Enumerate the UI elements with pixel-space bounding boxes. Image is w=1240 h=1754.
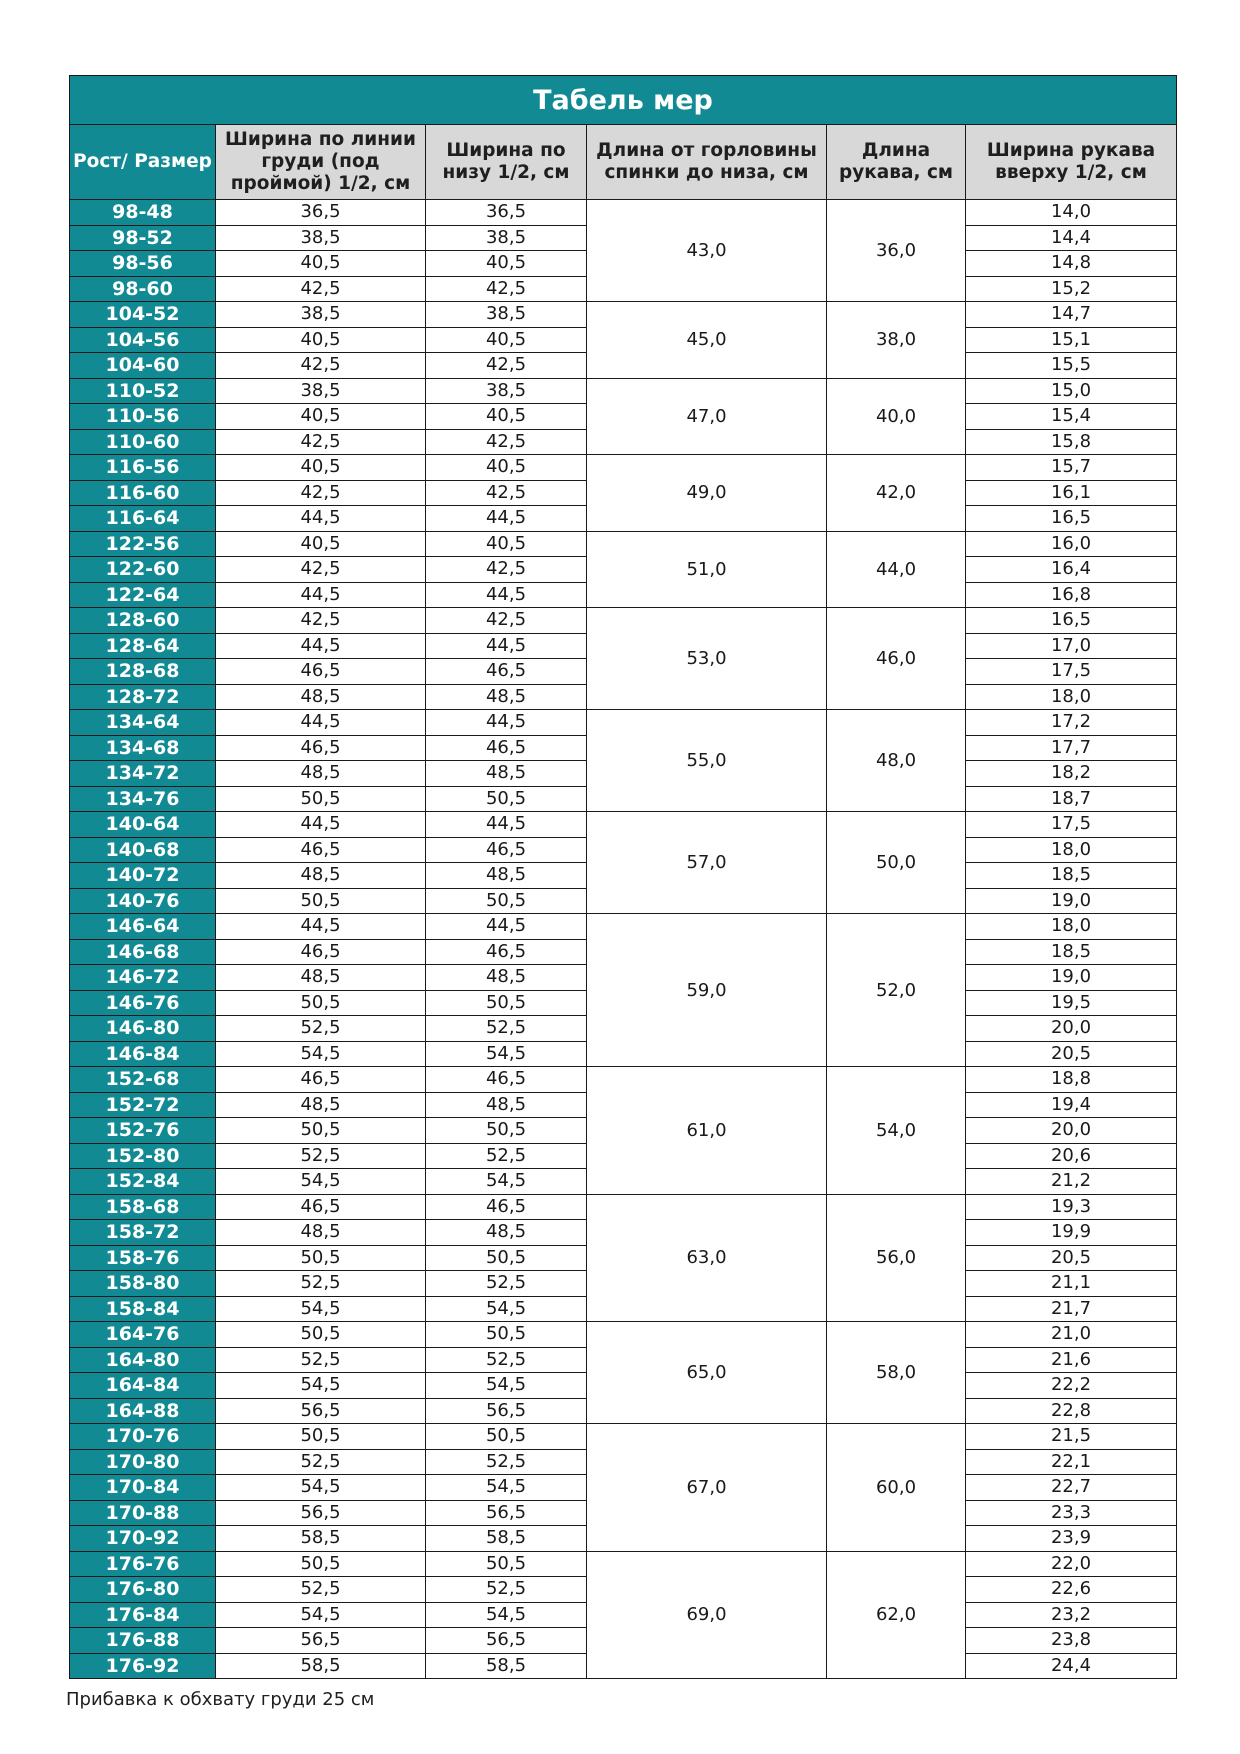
sleeve-top-width-cell: 20,0 — [966, 1118, 1177, 1144]
bottom-width-cell: 48,5 — [426, 761, 587, 787]
table-row — [70, 378, 1177, 404]
bottom-width-cell: 48,5 — [426, 1092, 587, 1118]
size-cell: 146-76 — [70, 990, 216, 1016]
size-cell: 158-72 — [70, 1220, 216, 1246]
size-cell: 176-92 — [70, 1653, 216, 1679]
size-cell: 140-76 — [70, 888, 216, 914]
sleeve-length-cell: 46,0 — [827, 608, 966, 710]
chest-width-cell: 42,5 — [216, 608, 426, 634]
chest-width-cell: 38,5 — [216, 225, 426, 251]
size-cell: 146-64 — [70, 914, 216, 940]
sleeve-top-width-cell: 20,6 — [966, 1143, 1177, 1169]
bottom-width-cell: 50,5 — [426, 1322, 587, 1348]
sleeve-top-width-cell: 14,8 — [966, 251, 1177, 277]
sleeve-top-width-cell: 16,0 — [966, 531, 1177, 557]
chest-width-cell: 42,5 — [216, 429, 426, 455]
bottom-width-cell: 48,5 — [426, 863, 587, 889]
sleeve-length-cell: 50,0 — [827, 812, 966, 914]
table-row — [70, 1194, 1177, 1220]
size-chart — [69, 75, 1176, 1679]
table-row — [70, 1322, 1177, 1348]
bottom-width-cell: 42,5 — [426, 353, 587, 379]
chest-width-cell: 52,5 — [216, 1271, 426, 1297]
size-cell: 110-60 — [70, 429, 216, 455]
sleeve-top-width-cell: 22,8 — [966, 1398, 1177, 1424]
chest-width-cell: 46,5 — [216, 735, 426, 761]
chest-width-cell: 42,5 — [216, 557, 426, 583]
sleeve-top-width-cell: 18,5 — [966, 939, 1177, 965]
bottom-width-cell: 52,5 — [426, 1449, 587, 1475]
bottom-width-cell: 48,5 — [426, 965, 587, 991]
size-cell: 116-64 — [70, 506, 216, 532]
size-cell: 128-64 — [70, 633, 216, 659]
header-size — [70, 125, 216, 200]
size-cell: 176-80 — [70, 1577, 216, 1603]
bottom-width-cell: 46,5 — [426, 837, 587, 863]
size-cell: 110-52 — [70, 378, 216, 404]
bottom-width-cell: 40,5 — [426, 531, 587, 557]
chest-width-cell: 38,5 — [216, 378, 426, 404]
bottom-width-cell: 42,5 — [426, 480, 587, 506]
table-row — [70, 1424, 1177, 1450]
bottom-width-cell: 46,5 — [426, 735, 587, 761]
bottom-width-cell: 44,5 — [426, 710, 587, 736]
sleeve-top-width-cell: 21,2 — [966, 1169, 1177, 1195]
header-sleeve-length — [827, 125, 966, 200]
back-length-cell: 57,0 — [587, 812, 827, 914]
sleeve-top-width-cell: 19,5 — [966, 990, 1177, 1016]
size-cell: 152-80 — [70, 1143, 216, 1169]
chest-width-cell: 56,5 — [216, 1398, 426, 1424]
size-cell: 98-48 — [70, 200, 216, 226]
sleeve-top-width-cell: 19,0 — [966, 888, 1177, 914]
chest-width-cell: 42,5 — [216, 353, 426, 379]
header-size-label: Рост/ Размер — [73, 151, 212, 172]
chest-width-cell: 44,5 — [216, 710, 426, 736]
back-length-cell: 51,0 — [587, 531, 827, 608]
sleeve-top-width-cell: 20,5 — [966, 1041, 1177, 1067]
bottom-width-cell: 46,5 — [426, 659, 587, 685]
size-cell: 170-92 — [70, 1526, 216, 1552]
sleeve-top-width-cell: 24,4 — [966, 1653, 1177, 1679]
bottom-width-cell: 50,5 — [426, 1551, 587, 1577]
sleeve-top-width-cell: 18,2 — [966, 761, 1177, 787]
sleeve-top-width-cell: 16,4 — [966, 557, 1177, 583]
bottom-width-cell: 56,5 — [426, 1398, 587, 1424]
bottom-width-cell: 38,5 — [426, 378, 587, 404]
size-cell: 152-76 — [70, 1118, 216, 1144]
bottom-width-cell: 44,5 — [426, 633, 587, 659]
sleeve-top-width-cell: 19,4 — [966, 1092, 1177, 1118]
bottom-width-cell: 44,5 — [426, 812, 587, 838]
bottom-width-cell: 54,5 — [426, 1169, 587, 1195]
header-chest-width — [216, 125, 426, 200]
sleeve-top-width-cell: 22,6 — [966, 1577, 1177, 1603]
size-cell: 164-76 — [70, 1322, 216, 1348]
sleeve-top-width-cell: 21,0 — [966, 1322, 1177, 1348]
size-cell: 98-52 — [70, 225, 216, 251]
size-cell: 128-72 — [70, 684, 216, 710]
bottom-width-cell: 44,5 — [426, 582, 587, 608]
size-cell: 104-56 — [70, 327, 216, 353]
sleeve-top-width-cell: 21,1 — [966, 1271, 1177, 1297]
header-back-length — [587, 125, 827, 200]
size-cell: 116-56 — [70, 455, 216, 481]
size-cell: 170-76 — [70, 1424, 216, 1450]
size-cell: 146-72 — [70, 965, 216, 991]
table-row — [70, 302, 1177, 328]
table-row — [70, 1067, 1177, 1093]
table-row — [70, 531, 1177, 557]
sleeve-top-width-cell: 14,7 — [966, 302, 1177, 328]
bottom-width-cell: 40,5 — [426, 404, 587, 430]
chest-width-cell: 44,5 — [216, 633, 426, 659]
chest-width-cell: 40,5 — [216, 531, 426, 557]
bottom-width-cell: 42,5 — [426, 429, 587, 455]
chest-width-cell: 38,5 — [216, 302, 426, 328]
sleeve-top-width-cell: 16,1 — [966, 480, 1177, 506]
bottom-width-cell: 58,5 — [426, 1526, 587, 1552]
sleeve-top-width-cell: 18,7 — [966, 786, 1177, 812]
bottom-width-cell: 40,5 — [426, 455, 587, 481]
size-cell: 128-68 — [70, 659, 216, 685]
size-cell: 98-60 — [70, 276, 216, 302]
chest-width-cell: 48,5 — [216, 1220, 426, 1246]
bottom-width-cell: 58,5 — [426, 1653, 587, 1679]
table-body — [70, 200, 1177, 1679]
bottom-width-cell: 56,5 — [426, 1628, 587, 1654]
size-cell: 134-76 — [70, 786, 216, 812]
bottom-width-cell: 52,5 — [426, 1016, 587, 1042]
bottom-width-cell: 50,5 — [426, 786, 587, 812]
chest-width-cell: 50,5 — [216, 888, 426, 914]
sleeve-top-width-cell: 17,2 — [966, 710, 1177, 736]
chest-width-cell: 40,5 — [216, 251, 426, 277]
bottom-width-cell: 38,5 — [426, 302, 587, 328]
sleeve-top-width-cell: 15,1 — [966, 327, 1177, 353]
sleeve-top-width-cell: 21,6 — [966, 1347, 1177, 1373]
bottom-width-cell: 52,5 — [426, 1577, 587, 1603]
chest-width-cell: 48,5 — [216, 761, 426, 787]
header-sleeve-top-width — [966, 125, 1177, 200]
bottom-width-cell: 54,5 — [426, 1602, 587, 1628]
size-cell: 158-80 — [70, 1271, 216, 1297]
size-cell: 176-76 — [70, 1551, 216, 1577]
size-cell: 140-64 — [70, 812, 216, 838]
bottom-width-cell: 50,5 — [426, 1424, 587, 1450]
table-row — [70, 1551, 1177, 1577]
back-length-cell: 43,0 — [587, 200, 827, 302]
back-length-cell: 65,0 — [587, 1322, 827, 1424]
size-cell: 146-68 — [70, 939, 216, 965]
sleeve-top-width-cell: 14,4 — [966, 225, 1177, 251]
chest-width-cell: 46,5 — [216, 939, 426, 965]
size-cell: 164-80 — [70, 1347, 216, 1373]
size-cell: 122-64 — [70, 582, 216, 608]
sleeve-top-width-cell: 23,9 — [966, 1526, 1177, 1552]
chest-width-cell: 46,5 — [216, 659, 426, 685]
chest-width-cell: 58,5 — [216, 1526, 426, 1552]
table-row — [70, 914, 1177, 940]
sleeve-length-cell: 42,0 — [827, 455, 966, 532]
chest-width-cell: 56,5 — [216, 1628, 426, 1654]
sleeve-top-width-cell: 19,0 — [966, 965, 1177, 991]
size-cell: 128-60 — [70, 608, 216, 634]
chest-width-cell: 44,5 — [216, 506, 426, 532]
sleeve-top-width-cell: 20,0 — [966, 1016, 1177, 1042]
bottom-width-cell: 50,5 — [426, 1118, 587, 1144]
bottom-width-cell: 36,5 — [426, 200, 587, 226]
chest-width-cell: 50,5 — [216, 1551, 426, 1577]
chest-width-cell: 52,5 — [216, 1143, 426, 1169]
sleeve-top-width-cell: 15,5 — [966, 353, 1177, 379]
bottom-width-cell: 46,5 — [426, 1067, 587, 1093]
back-length-cell: 45,0 — [587, 302, 827, 379]
bottom-width-cell: 52,5 — [426, 1143, 587, 1169]
bottom-width-cell: 40,5 — [426, 251, 587, 277]
back-length-cell: 47,0 — [587, 378, 827, 455]
chest-width-cell: 54,5 — [216, 1296, 426, 1322]
size-cell: 164-88 — [70, 1398, 216, 1424]
size-cell: 176-84 — [70, 1602, 216, 1628]
bottom-width-cell: 50,5 — [426, 990, 587, 1016]
chest-width-cell: 50,5 — [216, 786, 426, 812]
chest-width-cell: 46,5 — [216, 837, 426, 863]
sleeve-top-width-cell: 15,0 — [966, 378, 1177, 404]
chest-width-cell: 48,5 — [216, 684, 426, 710]
sleeve-length-cell: 38,0 — [827, 302, 966, 379]
size-cell: 134-72 — [70, 761, 216, 787]
sleeve-length-cell: 44,0 — [827, 531, 966, 608]
bottom-width-cell: 50,5 — [426, 888, 587, 914]
sleeve-top-width-cell: 19,3 — [966, 1194, 1177, 1220]
chest-width-cell: 44,5 — [216, 812, 426, 838]
bottom-width-cell: 54,5 — [426, 1373, 587, 1399]
sleeve-top-width-cell: 19,9 — [966, 1220, 1177, 1246]
chest-width-cell: 42,5 — [216, 276, 426, 302]
chest-width-cell: 52,5 — [216, 1577, 426, 1603]
sleeve-top-width-cell: 14,0 — [966, 200, 1177, 226]
bottom-width-cell: 52,5 — [426, 1271, 587, 1297]
sleeve-top-width-cell: 22,7 — [966, 1475, 1177, 1501]
table-row — [70, 200, 1177, 226]
chest-width-cell: 52,5 — [216, 1347, 426, 1373]
chest-width-cell: 48,5 — [216, 965, 426, 991]
size-cell: 104-52 — [70, 302, 216, 328]
sleeve-length-cell: 60,0 — [827, 1424, 966, 1552]
sleeve-top-width-cell: 21,7 — [966, 1296, 1177, 1322]
chest-width-cell: 36,5 — [216, 200, 426, 226]
chest-width-cell: 40,5 — [216, 455, 426, 481]
bottom-width-cell: 54,5 — [426, 1296, 587, 1322]
bottom-width-cell: 38,5 — [426, 225, 587, 251]
sleeve-top-width-cell: 15,4 — [966, 404, 1177, 430]
size-cell: 122-56 — [70, 531, 216, 557]
size-cell: 146-80 — [70, 1016, 216, 1042]
bottom-width-cell: 48,5 — [426, 684, 587, 710]
header-bottom-width — [426, 125, 587, 200]
table-row — [70, 608, 1177, 634]
header-bottom-label: Ширина по низу 1/2, см — [442, 140, 570, 183]
sleeve-top-width-cell: 23,8 — [966, 1628, 1177, 1654]
table-title: Табель мер — [70, 76, 1177, 125]
sleeve-top-width-cell: 18,0 — [966, 837, 1177, 863]
sleeve-top-width-cell: 22,2 — [966, 1373, 1177, 1399]
size-cell: 140-68 — [70, 837, 216, 863]
size-cell: 146-84 — [70, 1041, 216, 1067]
size-cell: 122-60 — [70, 557, 216, 583]
footnote: Прибавка к обхвату груди 25 см — [66, 1689, 375, 1710]
chest-width-cell: 58,5 — [216, 1653, 426, 1679]
chest-width-cell: 48,5 — [216, 1092, 426, 1118]
chest-width-cell: 40,5 — [216, 404, 426, 430]
sleeve-top-width-cell: 22,0 — [966, 1551, 1177, 1577]
bottom-width-cell: 54,5 — [426, 1041, 587, 1067]
sleeve-top-width-cell: 22,1 — [966, 1449, 1177, 1475]
chest-width-cell: 54,5 — [216, 1169, 426, 1195]
size-cell: 158-68 — [70, 1194, 216, 1220]
back-length-cell: 61,0 — [587, 1067, 827, 1195]
sleeve-top-width-cell: 17,5 — [966, 659, 1177, 685]
sleeve-top-width-cell: 23,3 — [966, 1500, 1177, 1526]
bottom-width-cell: 48,5 — [426, 1220, 587, 1246]
sleeve-top-width-cell: 17,5 — [966, 812, 1177, 838]
chest-width-cell: 54,5 — [216, 1602, 426, 1628]
chest-width-cell: 56,5 — [216, 1500, 426, 1526]
sleeve-top-width-cell: 17,7 — [966, 735, 1177, 761]
sleeve-length-cell: 52,0 — [827, 914, 966, 1067]
chest-width-cell: 54,5 — [216, 1475, 426, 1501]
sleeve-length-cell: 62,0 — [827, 1551, 966, 1679]
chest-width-cell: 52,5 — [216, 1016, 426, 1042]
sleeve-top-width-cell: 18,5 — [966, 863, 1177, 889]
back-length-cell: 49,0 — [587, 455, 827, 532]
chest-width-cell: 40,5 — [216, 327, 426, 353]
header-sleeve-top-label: Ширина рукава вверху 1/2, см — [986, 140, 1156, 183]
sleeve-top-width-cell: 16,5 — [966, 506, 1177, 532]
bottom-width-cell: 46,5 — [426, 939, 587, 965]
table-row — [70, 812, 1177, 838]
size-cell: 110-56 — [70, 404, 216, 430]
bottom-width-cell: 44,5 — [426, 506, 587, 532]
sleeve-top-width-cell: 23,2 — [966, 1602, 1177, 1628]
bottom-width-cell: 46,5 — [426, 1194, 587, 1220]
size-cell: 98-56 — [70, 251, 216, 277]
sleeve-length-cell: 56,0 — [827, 1194, 966, 1322]
size-cell: 158-84 — [70, 1296, 216, 1322]
sleeve-length-cell: 36,0 — [827, 200, 966, 302]
table-row — [70, 455, 1177, 481]
bottom-width-cell: 44,5 — [426, 914, 587, 940]
back-length-cell: 59,0 — [587, 914, 827, 1067]
chest-width-cell: 50,5 — [216, 1322, 426, 1348]
size-cell: 140-72 — [70, 863, 216, 889]
back-length-cell: 67,0 — [587, 1424, 827, 1552]
bottom-width-cell: 40,5 — [426, 327, 587, 353]
sleeve-top-width-cell: 15,2 — [966, 276, 1177, 302]
header-chest-label: Ширина по линии груди (под проймой) 1/2, см — [225, 129, 416, 194]
chest-width-cell: 52,5 — [216, 1449, 426, 1475]
sleeve-top-width-cell: 15,7 — [966, 455, 1177, 481]
sleeve-length-cell: 40,0 — [827, 378, 966, 455]
size-cell: 158-76 — [70, 1245, 216, 1271]
bottom-width-cell: 42,5 — [426, 276, 587, 302]
sleeve-top-width-cell: 17,0 — [966, 633, 1177, 659]
size-cell: 170-84 — [70, 1475, 216, 1501]
back-length-cell: 63,0 — [587, 1194, 827, 1322]
chest-width-cell: 54,5 — [216, 1373, 426, 1399]
size-cell: 134-64 — [70, 710, 216, 736]
sleeve-top-width-cell: 16,5 — [966, 608, 1177, 634]
chest-width-cell: 44,5 — [216, 914, 426, 940]
size-cell: 152-84 — [70, 1169, 216, 1195]
bottom-width-cell: 52,5 — [426, 1347, 587, 1373]
chest-width-cell: 50,5 — [216, 990, 426, 1016]
size-cell: 164-84 — [70, 1373, 216, 1399]
size-cell: 104-60 — [70, 353, 216, 379]
bottom-width-cell: 50,5 — [426, 1245, 587, 1271]
sleeve-top-width-cell: 15,8 — [966, 429, 1177, 455]
chest-width-cell: 48,5 — [216, 863, 426, 889]
size-cell: 134-68 — [70, 735, 216, 761]
sleeve-top-width-cell: 18,0 — [966, 684, 1177, 710]
chest-width-cell: 42,5 — [216, 480, 426, 506]
bottom-width-cell: 56,5 — [426, 1500, 587, 1526]
chest-width-cell: 50,5 — [216, 1245, 426, 1271]
bottom-width-cell: 54,5 — [426, 1475, 587, 1501]
sleeve-length-cell: 58,0 — [827, 1322, 966, 1424]
sleeve-top-width-cell: 18,0 — [966, 914, 1177, 940]
chest-width-cell: 44,5 — [216, 582, 426, 608]
bottom-width-cell: 42,5 — [426, 557, 587, 583]
chest-width-cell: 46,5 — [216, 1067, 426, 1093]
header-length-label: Длина от горловины спинки до низа, см — [596, 140, 817, 183]
chest-width-cell: 54,5 — [216, 1041, 426, 1067]
chest-width-cell: 50,5 — [216, 1118, 426, 1144]
back-length-cell: 53,0 — [587, 608, 827, 710]
chest-width-cell: 46,5 — [216, 1194, 426, 1220]
size-cell: 152-72 — [70, 1092, 216, 1118]
sleeve-top-width-cell: 16,8 — [966, 582, 1177, 608]
header-sleeve-label: Длина рукава, см — [838, 140, 954, 183]
sleeve-top-width-cell: 18,8 — [966, 1067, 1177, 1093]
back-length-cell: 55,0 — [587, 710, 827, 812]
sleeve-top-width-cell: 20,5 — [966, 1245, 1177, 1271]
sleeve-length-cell: 54,0 — [827, 1067, 966, 1195]
chest-width-cell: 50,5 — [216, 1424, 426, 1450]
size-cell: 152-68 — [70, 1067, 216, 1093]
measure-table — [69, 75, 1177, 1679]
sleeve-length-cell: 48,0 — [827, 710, 966, 812]
sleeve-top-width-cell: 21,5 — [966, 1424, 1177, 1450]
back-length-cell: 69,0 — [587, 1551, 827, 1679]
bottom-width-cell: 42,5 — [426, 608, 587, 634]
table-row — [70, 710, 1177, 736]
size-cell: 116-60 — [70, 480, 216, 506]
size-cell: 170-88 — [70, 1500, 216, 1526]
size-cell: 170-80 — [70, 1449, 216, 1475]
size-cell: 176-88 — [70, 1628, 216, 1654]
